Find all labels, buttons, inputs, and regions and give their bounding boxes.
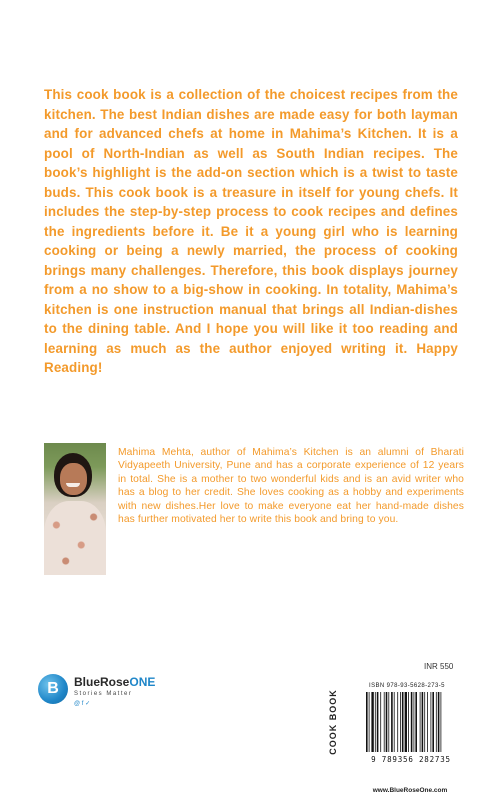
barcode-bar [408, 692, 409, 752]
barcode-bar [441, 692, 442, 752]
barcode-bar [377, 692, 379, 752]
barcode-bar [405, 692, 407, 752]
barcode-bar [431, 692, 432, 752]
publisher-name-part1: BlueRose [74, 675, 130, 689]
author-photo-clothing [44, 501, 106, 575]
author-photo [44, 443, 106, 575]
author-bio: Mahima Mehta, author of Mahima’s Kitchen is an alumni of Bharati Vidyapeeth University, Pune and has a corporate experience of 12 years in total. She is a mother to two wonderful kids and is an avid writer who has a blog to her credit. She loves cooking as a hobby and experiments with new dishes.Her love to make everyone eat her hand-made dishes has further motivated her to write this book and bring to you. [118, 447, 464, 526]
barcode-bar [422, 692, 424, 752]
publisher-logo [38, 670, 168, 716]
barcode-bar [397, 692, 398, 752]
isbn-label: ISBN 978-93-5628-273-5 [369, 683, 445, 689]
barcode-bar [414, 692, 415, 752]
barcode-bar [427, 692, 428, 752]
barcode-bar [420, 692, 421, 752]
publisher-website: www.BlueRoseOne.com [372, 787, 448, 794]
category-text: COOK BOOK [327, 689, 338, 755]
barcode-bar [391, 692, 393, 752]
barcode-bar [369, 692, 370, 752]
publisher-tagline: Stories Matter [74, 691, 133, 697]
author-photo-face [60, 463, 87, 495]
barcode-bar [386, 692, 388, 752]
barcode-bar [394, 692, 395, 752]
category-label [327, 680, 356, 772]
price-label: INR 550 [424, 662, 454, 671]
barcode-panel [360, 675, 462, 773]
barcode [366, 692, 456, 752]
isbn-digits: 9 789356 282735 [371, 755, 451, 764]
barcode-bar [380, 692, 381, 752]
book-blurb: This cook book is a collection of the choicest recipes from the kitchen. The best Indian dishes are made easy for both layman and for advanced chefs at home in Mahima’s Kitchen. It is a pool of North-Indian as well as South Indian recipes. The book’s highlight is the add-on section which is a twist to taste buds. This cook book is a treasure in itself for young chefs. It includes the step-by-step process to cook recipes and defines the ingredients before it. Be it a young girl who is learning cooking or being a newly married, the process of cooking brings many challenges. Therefore, this book displays journey from a no show to a big-show in cooking. In totality, Mahima’s kitchen is one instruction manual that brings all Indian-dishes to the dining table. And I hope you will like it too reading and learning as much as the author enjoyed writing it. Happy Reading! [44, 87, 458, 375]
barcode-bar [371, 692, 373, 752]
author-photo-smile [66, 483, 80, 487]
barcode-bar [402, 692, 404, 752]
publisher-name-part2: ONE [129, 675, 156, 689]
barcode-bar [366, 692, 368, 752]
barcode-bar [375, 692, 376, 752]
barcode-bar [438, 692, 440, 752]
barcode-bar [415, 692, 417, 752]
barcode-bar [432, 692, 434, 752]
publisher-name [74, 675, 155, 689]
publisher-logo-icon: B [38, 674, 68, 704]
barcode-bar [384, 692, 385, 752]
barcode-bar [424, 692, 425, 752]
barcode-bar [400, 692, 401, 752]
social-icons: @ f ✓ [74, 701, 91, 707]
barcode-bar [411, 692, 413, 752]
barcode-bar [436, 692, 437, 752]
barcode-bar [388, 692, 389, 752]
